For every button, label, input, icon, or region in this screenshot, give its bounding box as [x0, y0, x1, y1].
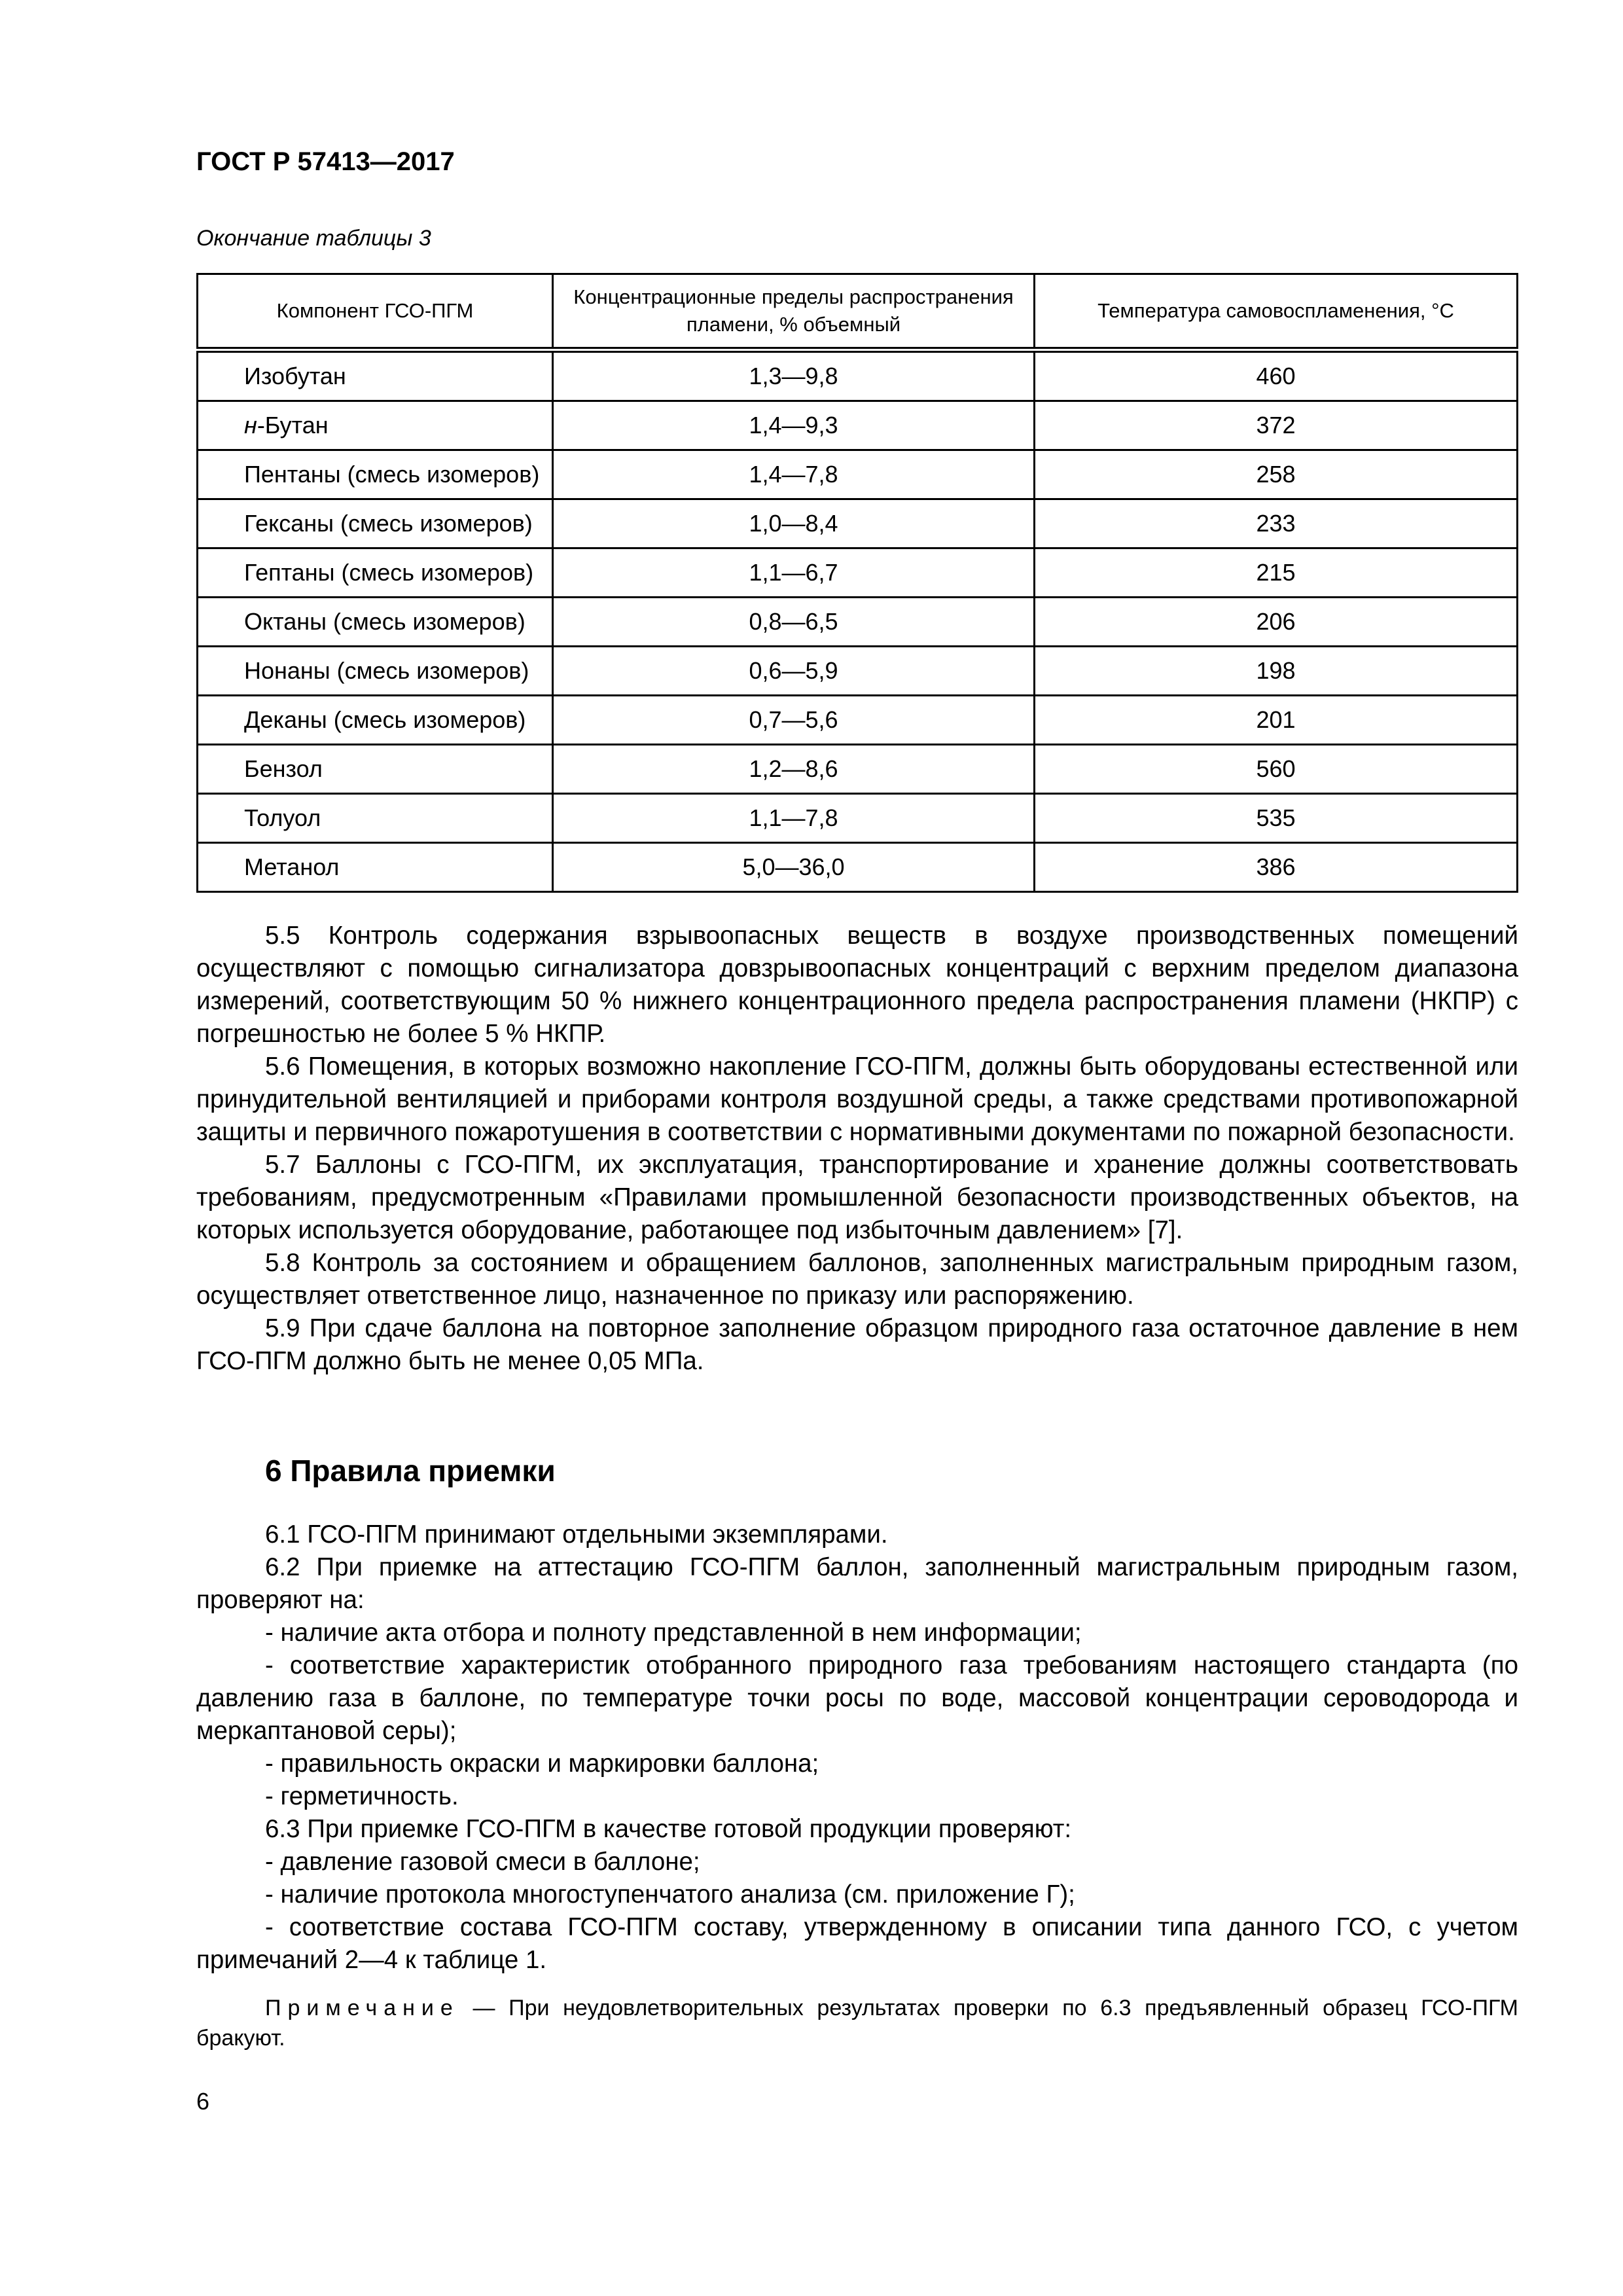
paragraph: 5.8 Контроль за состоянием и обращением баллонов, заполненных магистральным природным газом, осуществляет ответственное лицо, назначенное по приказу или распоряжению.	[196, 1249, 1518, 1310]
note-text: — При неудовлетворительных результатах проверки по 6.3 предъявленный образец ГСО-ПГМ бракуют.	[196, 1996, 1518, 2051]
component-name	[198, 843, 553, 892]
component-label: Нонаны (смесь изомеров)	[244, 657, 529, 684]
component-label: Гексаны (смесь изомеров)	[244, 510, 533, 537]
paragraph: 5.7 Баллоны с ГСО-ПГМ, их эксплуатация, транспортирование и хранение должны соответствовать требованиям, предусмотренным «Правилами промышленной безопасности производственных объектов, на которых используется оборудование, работающее под избыточным давлением» [7].	[196, 1151, 1518, 1244]
flame-limits: 0,8—6,5	[553, 598, 1035, 647]
list-item: - правильность окраски и маркировки баллона;	[265, 1749, 819, 1778]
autoignition-temp: 386	[1035, 843, 1518, 892]
list-item: - герметичность.	[265, 1782, 459, 1810]
list-item: - давление газовой смеси в баллоне;	[265, 1848, 700, 1876]
flame-limits: 1,1—7,8	[553, 794, 1035, 843]
section-6-text	[196, 1518, 1518, 1977]
table-row	[198, 499, 1518, 548]
component-name	[198, 647, 553, 696]
note	[196, 1993, 1518, 2053]
component-name	[198, 794, 553, 843]
component-name	[198, 350, 553, 401]
component-label: Изобутан	[244, 363, 346, 389]
list-item: - соответствие характеристик отобранного природного газа требованиям настоящего стандарта (по давлению газа в баллоне, по температуре точки росы по воде, массовой концентрации сероводорода и меркаптановой серы);	[196, 1651, 1518, 1745]
flame-limits: 5,0—36,0	[553, 843, 1035, 892]
component-name	[198, 598, 553, 647]
paragraph: 5.5 Контроль содержания взрывоопасных веществ в воздухе производственных помещений осуществляют с помощью сигнализатора довзрывоопасных концентраций с верхним пределом диапазона измерений, соответствующим 50 % нижнего концентрационного предела распространения пламени (НКПР) с погрешностью не более 5 % НКПР.	[196, 922, 1518, 1048]
paragraph: 6.2 При приемке на аттестацию ГСО-ПГМ баллон, заполненный магистральным природным газом, проверяют на:	[196, 1553, 1518, 1614]
component-name	[198, 548, 553, 598]
col-limits: Концентрационные пределы распространения пламени, % объемный	[553, 274, 1035, 350]
autoignition-temp: 258	[1035, 450, 1518, 499]
table-row	[198, 350, 1518, 401]
list-item: - наличие протокола многоступенчатого анализа (см. приложение Г);	[265, 1880, 1075, 1909]
paragraph: 6.3 При приемке ГСО-ПГМ в качестве готовой продукции проверяют:	[265, 1815, 1072, 1843]
table-row	[198, 598, 1518, 647]
flame-limits: 0,7—5,6	[553, 696, 1035, 745]
component-label: Метанол	[244, 853, 340, 880]
flame-limits: 1,3—9,8	[553, 350, 1035, 401]
paragraph: 5.9 При сдаче баллона на повторное заполнение образцом природного газа остаточное давление в нем ГСО-ПГМ должно быть не менее 0,05 МПа.	[196, 1314, 1518, 1375]
list-item: - соответствие состава ГСО-ПГМ составу, утвержденному в описании типа данного ГСО, с учетом примечаний 2—4 к таблице 1.	[196, 1913, 1518, 1974]
table-row	[198, 696, 1518, 745]
note-label: Примечание	[265, 1996, 459, 2020]
flame-limits: 1,0—8,4	[553, 499, 1035, 548]
paragraph: 5.6 Помещения, в которых возможно накопление ГСО-ПГМ, должны быть оборудованы естественной или принудительной вентиляцией и приборами контроля воздушной среды, а также средствами противопожарной защиты и первичного пожаротушения в соответствии с нормативными документами по пожарной безопасности.	[196, 1052, 1518, 1146]
component-label: Гептаны (смесь изомеров)	[244, 559, 534, 586]
table-row	[198, 745, 1518, 794]
autoignition-temp: 233	[1035, 499, 1518, 548]
table-caption: Окончание таблицы 3	[196, 226, 431, 251]
table-row	[198, 450, 1518, 499]
table-header-row	[198, 274, 1518, 350]
autoignition-temp: 372	[1035, 401, 1518, 450]
component-label: -Бутан	[257, 412, 329, 439]
flammability-table	[196, 273, 1518, 893]
autoignition-temp: 460	[1035, 350, 1518, 401]
table-row	[198, 548, 1518, 598]
flame-limits: 1,4—7,8	[553, 450, 1035, 499]
table-row	[198, 401, 1518, 450]
component-name	[198, 745, 553, 794]
component-label: Октаны (смесь изомеров)	[244, 608, 526, 635]
autoignition-temp: 198	[1035, 647, 1518, 696]
section-6-title: 6 Правила приемки	[265, 1454, 556, 1488]
autoignition-temp: 206	[1035, 598, 1518, 647]
paragraph: 6.1 ГСО-ПГМ принимают отдельными экземплярами.	[265, 1520, 888, 1549]
component-label: Толуол	[244, 804, 321, 831]
col-temperature: Температура самовоспламенения, °С	[1035, 274, 1518, 350]
autoignition-temp: 535	[1035, 794, 1518, 843]
col-component: Компонент ГСО-ПГМ	[198, 274, 553, 350]
component-name	[198, 696, 553, 745]
table-row	[198, 843, 1518, 892]
component-label: Деканы (смесь изомеров)	[244, 706, 526, 733]
table-row	[198, 647, 1518, 696]
component-name	[198, 401, 553, 450]
autoignition-temp: 201	[1035, 696, 1518, 745]
document-header: ГОСТ Р 57413—2017	[196, 147, 455, 176]
section-5-text	[196, 920, 1518, 1378]
flame-limits: 1,2—8,6	[553, 745, 1035, 794]
component-label: Бензол	[244, 755, 323, 782]
component-name	[198, 499, 553, 548]
flame-limits: 1,1—6,7	[553, 548, 1035, 598]
component-name	[198, 450, 553, 499]
autoignition-temp: 560	[1035, 745, 1518, 794]
flame-limits: 1,4—9,3	[553, 401, 1035, 450]
list-item: - наличие акта отбора и полноту представленной в нем информации;	[265, 1619, 1082, 1647]
autoignition-temp: 215	[1035, 548, 1518, 598]
page-number: 6	[196, 2088, 210, 2115]
component-prefix: н	[244, 412, 257, 439]
flame-limits: 0,6—5,9	[553, 647, 1035, 696]
table-row	[198, 794, 1518, 843]
component-label: Пентаны (смесь изомеров)	[244, 461, 540, 488]
